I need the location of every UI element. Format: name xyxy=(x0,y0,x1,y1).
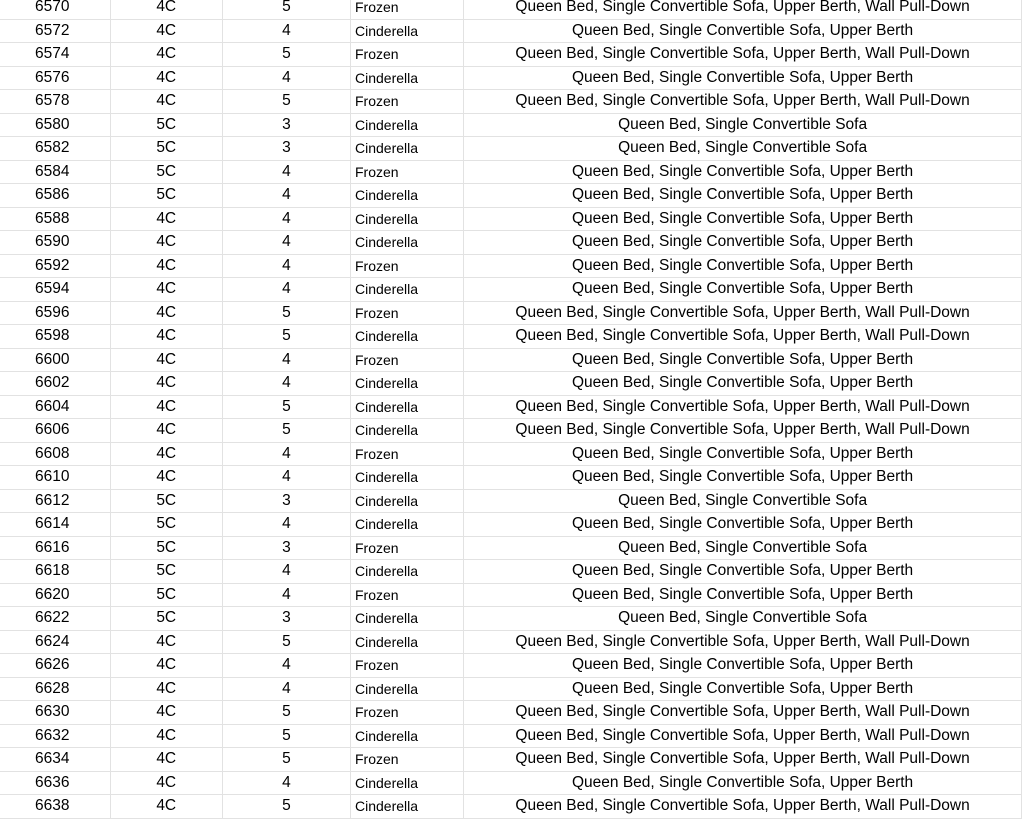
table-row xyxy=(0,160,1022,184)
bed-configuration-cell[interactable]: Queen Bed, Single Convertible Sofa, Upper Berth xyxy=(464,677,1022,701)
table-row xyxy=(0,372,1022,396)
cabin-number-cell[interactable]: 6628 xyxy=(0,677,110,701)
cabin-number-cell[interactable]: 6604 xyxy=(0,395,110,419)
bed-configuration-cell[interactable]: Queen Bed, Single Convertible Sofa, Upper Berth, Wall Pull-Down xyxy=(464,90,1022,114)
category-cell[interactable]: 4C xyxy=(110,19,222,43)
table-row xyxy=(0,419,1022,443)
theme-cell[interactable]: Cinderella xyxy=(351,372,464,396)
theme-cell[interactable]: Frozen xyxy=(351,254,464,278)
occupancy-cell[interactable]: 5 xyxy=(222,0,350,19)
category-cell[interactable]: 5C xyxy=(110,184,222,208)
bed-configuration-cell[interactable]: Queen Bed, Single Convertible Sofa, Upper Berth xyxy=(464,442,1022,466)
bed-configuration-cell[interactable]: Queen Bed, Single Convertible Sofa, Upper Berth xyxy=(464,513,1022,537)
category-cell[interactable]: 4C xyxy=(110,748,222,772)
bed-configuration-cell[interactable]: Queen Bed, Single Convertible Sofa, Upper Berth xyxy=(464,278,1022,302)
category-cell[interactable]: 4C xyxy=(110,254,222,278)
table-row xyxy=(0,630,1022,654)
cabin-number-cell[interactable]: 6598 xyxy=(0,325,110,349)
bed-configuration-cell[interactable]: Queen Bed, Single Convertible Sofa, Upper Berth, Wall Pull-Down xyxy=(464,395,1022,419)
cabin-number-cell[interactable]: 6634 xyxy=(0,748,110,772)
cabin-number-cell[interactable]: 6580 xyxy=(0,113,110,137)
bed-configuration-cell[interactable]: Queen Bed, Single Convertible Sofa, Upper Berth xyxy=(464,583,1022,607)
table-row xyxy=(0,654,1022,678)
bed-configuration-cell[interactable]: Queen Bed, Single Convertible Sofa, Upper Berth, Wall Pull-Down xyxy=(464,701,1022,725)
cabin-number-cell[interactable]: 6572 xyxy=(0,19,110,43)
theme-cell[interactable]: Frozen xyxy=(351,583,464,607)
occupancy-cell[interactable]: 4 xyxy=(222,278,350,302)
category-cell[interactable]: 4C xyxy=(110,66,222,90)
cabin-number-cell[interactable]: 6610 xyxy=(0,466,110,490)
bed-configuration-cell[interactable]: Queen Bed, Single Convertible Sofa, Upper Berth xyxy=(464,160,1022,184)
theme-cell[interactable]: Cinderella xyxy=(351,795,464,819)
bed-configuration-cell[interactable]: Queen Bed, Single Convertible Sofa, Upper Berth, Wall Pull-Down xyxy=(464,0,1022,19)
cabin-number-cell[interactable]: 6570 xyxy=(0,0,110,19)
occupancy-cell[interactable]: 4 xyxy=(222,231,350,255)
occupancy-cell[interactable]: 5 xyxy=(222,795,350,819)
bed-configuration-cell[interactable]: Queen Bed, Single Convertible Sofa, Upper Berth xyxy=(464,372,1022,396)
bed-configuration-cell[interactable]: Queen Bed, Single Convertible Sofa, Upper Berth, Wall Pull-Down xyxy=(464,301,1022,325)
occupancy-cell[interactable]: 5 xyxy=(222,395,350,419)
table-row xyxy=(0,348,1022,372)
bed-configuration-cell[interactable]: Queen Bed, Single Convertible Sofa, Upper Berth, Wall Pull-Down xyxy=(464,724,1022,748)
table-row xyxy=(0,442,1022,466)
table-row xyxy=(0,301,1022,325)
bed-configuration-cell[interactable]: Queen Bed, Single Convertible Sofa, Upper Berth, Wall Pull-Down xyxy=(464,795,1022,819)
cabin-number-cell[interactable]: 6618 xyxy=(0,560,110,584)
theme-cell[interactable]: Cinderella xyxy=(351,66,464,90)
cabin-number-cell[interactable]: 6600 xyxy=(0,348,110,372)
theme-cell[interactable]: Frozen xyxy=(351,536,464,560)
occupancy-cell[interactable]: 4 xyxy=(222,583,350,607)
table-row xyxy=(0,748,1022,772)
cabin-number-cell[interactable]: 6582 xyxy=(0,137,110,161)
cabin-number-cell[interactable]: 6626 xyxy=(0,654,110,678)
cabin-number-cell[interactable]: 6624 xyxy=(0,630,110,654)
table-row xyxy=(0,0,1022,19)
theme-cell[interactable]: Frozen xyxy=(351,160,464,184)
theme-cell[interactable]: Frozen xyxy=(351,301,464,325)
table-row xyxy=(0,325,1022,349)
occupancy-cell[interactable]: 3 xyxy=(222,536,350,560)
theme-cell[interactable]: Frozen xyxy=(351,701,464,725)
category-cell[interactable]: 4C xyxy=(110,43,222,67)
bed-configuration-cell[interactable]: Queen Bed, Single Convertible Sofa, Upper Berth xyxy=(464,207,1022,231)
table-row xyxy=(0,184,1022,208)
theme-cell[interactable]: Cinderella xyxy=(351,513,464,537)
theme-cell[interactable]: Frozen xyxy=(351,0,464,19)
cabin-number-cell[interactable]: 6630 xyxy=(0,701,110,725)
category-cell[interactable]: 4C xyxy=(110,419,222,443)
theme-cell[interactable]: Cinderella xyxy=(351,184,464,208)
occupancy-cell[interactable]: 5 xyxy=(222,630,350,654)
category-cell[interactable]: 4C xyxy=(110,701,222,725)
table-row xyxy=(0,701,1022,725)
occupancy-cell[interactable]: 5 xyxy=(222,43,350,67)
cabin-number-cell[interactable]: 6616 xyxy=(0,536,110,560)
table-row xyxy=(0,536,1022,560)
occupancy-cell[interactable]: 4 xyxy=(222,254,350,278)
cabin-number-cell[interactable]: 6592 xyxy=(0,254,110,278)
table-row xyxy=(0,43,1022,67)
theme-cell[interactable]: Cinderella xyxy=(351,771,464,795)
occupancy-cell[interactable]: 4 xyxy=(222,348,350,372)
occupancy-cell[interactable]: 4 xyxy=(222,560,350,584)
occupancy-cell[interactable]: 3 xyxy=(222,113,350,137)
bed-configuration-cell[interactable]: Queen Bed, Single Convertible Sofa, Upper Berth, Wall Pull-Down xyxy=(464,748,1022,772)
category-cell[interactable]: 4C xyxy=(110,795,222,819)
occupancy-cell[interactable]: 5 xyxy=(222,724,350,748)
category-cell[interactable]: 4C xyxy=(110,771,222,795)
table-row xyxy=(0,113,1022,137)
cabin-number-cell[interactable]: 6620 xyxy=(0,583,110,607)
occupancy-cell[interactable]: 4 xyxy=(222,372,350,396)
occupancy-cell[interactable]: 5 xyxy=(222,419,350,443)
category-cell[interactable]: 4C xyxy=(110,0,222,19)
bed-configuration-cell[interactable]: Queen Bed, Single Convertible Sofa, Upper Berth xyxy=(464,231,1022,255)
category-cell[interactable]: 4C xyxy=(110,630,222,654)
table-row xyxy=(0,795,1022,819)
table-row xyxy=(0,677,1022,701)
bed-configuration-cell[interactable]: Queen Bed, Single Convertible Sofa xyxy=(464,113,1022,137)
occupancy-cell[interactable]: 5 xyxy=(222,325,350,349)
theme-cell[interactable]: Cinderella xyxy=(351,630,464,654)
table-row xyxy=(0,137,1022,161)
category-cell[interactable]: 4C xyxy=(110,395,222,419)
bed-configuration-cell[interactable]: Queen Bed, Single Convertible Sofa, Upper Berth, Wall Pull-Down xyxy=(464,419,1022,443)
bed-configuration-cell[interactable]: Queen Bed, Single Convertible Sofa, Upper Berth xyxy=(464,654,1022,678)
theme-cell[interactable]: Frozen xyxy=(351,442,464,466)
theme-cell[interactable]: Frozen xyxy=(351,654,464,678)
category-cell[interactable]: 4C xyxy=(110,325,222,349)
theme-cell[interactable]: Cinderella xyxy=(351,395,464,419)
table-row xyxy=(0,771,1022,795)
category-cell[interactable]: 4C xyxy=(110,442,222,466)
category-cell[interactable]: 4C xyxy=(110,724,222,748)
bed-configuration-cell[interactable]: Queen Bed, Single Convertible Sofa xyxy=(464,489,1022,513)
occupancy-cell[interactable]: 4 xyxy=(222,160,350,184)
cabin-number-cell[interactable]: 6576 xyxy=(0,66,110,90)
cabin-number-cell[interactable]: 6614 xyxy=(0,513,110,537)
theme-cell[interactable]: Cinderella xyxy=(351,607,464,631)
cabin-number-cell[interactable]: 6608 xyxy=(0,442,110,466)
bed-configuration-cell[interactable]: Queen Bed, Single Convertible Sofa, Upper Berth xyxy=(464,771,1022,795)
category-cell[interactable]: 4C xyxy=(110,348,222,372)
cabin-number-cell[interactable]: 6638 xyxy=(0,795,110,819)
theme-cell[interactable]: Cinderella xyxy=(351,560,464,584)
table-row xyxy=(0,278,1022,302)
theme-cell[interactable]: Cinderella xyxy=(351,724,464,748)
category-cell[interactable]: 5C xyxy=(110,137,222,161)
occupancy-cell[interactable]: 3 xyxy=(222,489,350,513)
occupancy-cell[interactable]: 3 xyxy=(222,137,350,161)
category-cell[interactable]: 4C xyxy=(110,372,222,396)
cabin-number-cell[interactable]: 6584 xyxy=(0,160,110,184)
category-cell[interactable]: 5C xyxy=(110,113,222,137)
occupancy-cell[interactable]: 5 xyxy=(222,748,350,772)
occupancy-cell[interactable]: 4 xyxy=(222,207,350,231)
occupancy-cell[interactable]: 5 xyxy=(222,90,350,114)
category-cell[interactable]: 5C xyxy=(110,607,222,631)
bed-configuration-cell[interactable]: Queen Bed, Single Convertible Sofa, Upper Berth xyxy=(464,254,1022,278)
cabin-number-cell[interactable]: 6612 xyxy=(0,489,110,513)
occupancy-cell[interactable]: 4 xyxy=(222,771,350,795)
theme-cell[interactable]: Cinderella xyxy=(351,137,464,161)
category-cell[interactable]: 5C xyxy=(110,583,222,607)
cabin-number-cell[interactable]: 6594 xyxy=(0,278,110,302)
category-cell[interactable]: 4C xyxy=(110,301,222,325)
bed-configuration-cell[interactable]: Queen Bed, Single Convertible Sofa, Upper Berth xyxy=(464,466,1022,490)
theme-cell[interactable]: Cinderella xyxy=(351,113,464,137)
cabin-number-cell[interactable]: 6606 xyxy=(0,419,110,443)
cabin-number-cell[interactable]: 6574 xyxy=(0,43,110,67)
table-row xyxy=(0,466,1022,490)
theme-cell[interactable]: Cinderella xyxy=(351,419,464,443)
occupancy-cell[interactable]: 4 xyxy=(222,466,350,490)
theme-cell[interactable]: Cinderella xyxy=(351,278,464,302)
theme-cell[interactable]: Cinderella xyxy=(351,466,464,490)
category-cell[interactable]: 5C xyxy=(110,536,222,560)
theme-cell[interactable]: Cinderella xyxy=(351,677,464,701)
theme-cell[interactable]: Cinderella xyxy=(351,231,464,255)
cabin-number-cell[interactable]: 6596 xyxy=(0,301,110,325)
bed-configuration-cell[interactable]: Queen Bed, Single Convertible Sofa, Upper Berth xyxy=(464,19,1022,43)
occupancy-cell[interactable]: 4 xyxy=(222,442,350,466)
occupancy-cell[interactable]: 4 xyxy=(222,654,350,678)
table-row xyxy=(0,513,1022,537)
category-cell[interactable]: 4C xyxy=(110,677,222,701)
bed-configuration-cell[interactable]: Queen Bed, Single Convertible Sofa, Upper Berth, Wall Pull-Down xyxy=(464,630,1022,654)
category-cell[interactable]: 5C xyxy=(110,489,222,513)
occupancy-cell[interactable]: 5 xyxy=(222,301,350,325)
table-row xyxy=(0,395,1022,419)
cabin-number-cell[interactable]: 6622 xyxy=(0,607,110,631)
table-row xyxy=(0,583,1022,607)
occupancy-cell[interactable]: 4 xyxy=(222,513,350,537)
theme-cell[interactable]: Cinderella xyxy=(351,325,464,349)
theme-cell[interactable]: Frozen xyxy=(351,748,464,772)
bed-configuration-cell[interactable]: Queen Bed, Single Convertible Sofa, Upper Berth, Wall Pull-Down xyxy=(464,43,1022,67)
bed-configuration-cell[interactable]: Queen Bed, Single Convertible Sofa, Upper Berth xyxy=(464,184,1022,208)
table-row xyxy=(0,19,1022,43)
table-row xyxy=(0,724,1022,748)
category-cell[interactable]: 4C xyxy=(110,231,222,255)
occupancy-cell[interactable]: 5 xyxy=(222,701,350,725)
occupancy-cell[interactable]: 4 xyxy=(222,66,350,90)
cabin-number-cell[interactable]: 6636 xyxy=(0,771,110,795)
cabin-number-cell[interactable]: 6588 xyxy=(0,207,110,231)
theme-cell[interactable]: Cinderella xyxy=(351,19,464,43)
category-cell[interactable]: 4C xyxy=(110,90,222,114)
bed-configuration-cell[interactable]: Queen Bed, Single Convertible Sofa, Upper Berth xyxy=(464,66,1022,90)
category-cell[interactable]: 5C xyxy=(110,560,222,584)
table-row xyxy=(0,207,1022,231)
occupancy-cell[interactable]: 4 xyxy=(222,19,350,43)
bed-configuration-cell[interactable]: Queen Bed, Single Convertible Sofa, Upper Berth xyxy=(464,348,1022,372)
table-row xyxy=(0,560,1022,584)
theme-cell[interactable]: Frozen xyxy=(351,348,464,372)
theme-cell[interactable]: Frozen xyxy=(351,43,464,67)
cabin-number-cell[interactable]: 6632 xyxy=(0,724,110,748)
cabin-number-cell[interactable]: 6586 xyxy=(0,184,110,208)
table-row xyxy=(0,90,1022,114)
occupancy-cell[interactable]: 3 xyxy=(222,607,350,631)
category-cell[interactable]: 4C xyxy=(110,207,222,231)
table-row xyxy=(0,66,1022,90)
bed-configuration-cell[interactable]: Queen Bed, Single Convertible Sofa, Upper Berth, Wall Pull-Down xyxy=(464,325,1022,349)
occupancy-cell[interactable]: 4 xyxy=(222,677,350,701)
cabin-number-cell[interactable]: 6590 xyxy=(0,231,110,255)
theme-cell[interactable]: Cinderella xyxy=(351,489,464,513)
theme-cell[interactable]: Cinderella xyxy=(351,207,464,231)
table-row xyxy=(0,607,1022,631)
table-row xyxy=(0,231,1022,255)
bed-configuration-cell[interactable]: Queen Bed, Single Convertible Sofa xyxy=(464,536,1022,560)
category-cell[interactable]: 5C xyxy=(110,160,222,184)
category-cell[interactable]: 4C xyxy=(110,278,222,302)
cabin-number-cell[interactable]: 6578 xyxy=(0,90,110,114)
table-row xyxy=(0,489,1022,513)
occupancy-cell[interactable]: 4 xyxy=(222,184,350,208)
bed-configuration-cell[interactable]: Queen Bed, Single Convertible Sofa xyxy=(464,137,1022,161)
category-cell[interactable]: 4C xyxy=(110,466,222,490)
cabin-number-cell[interactable]: 6602 xyxy=(0,372,110,396)
category-cell[interactable]: 4C xyxy=(110,654,222,678)
category-cell[interactable]: 5C xyxy=(110,513,222,537)
theme-cell[interactable]: Frozen xyxy=(351,90,464,114)
table-row xyxy=(0,254,1022,278)
bed-configuration-cell[interactable]: Queen Bed, Single Convertible Sofa xyxy=(464,607,1022,631)
bed-configuration-cell[interactable]: Queen Bed, Single Convertible Sofa, Upper Berth xyxy=(464,560,1022,584)
